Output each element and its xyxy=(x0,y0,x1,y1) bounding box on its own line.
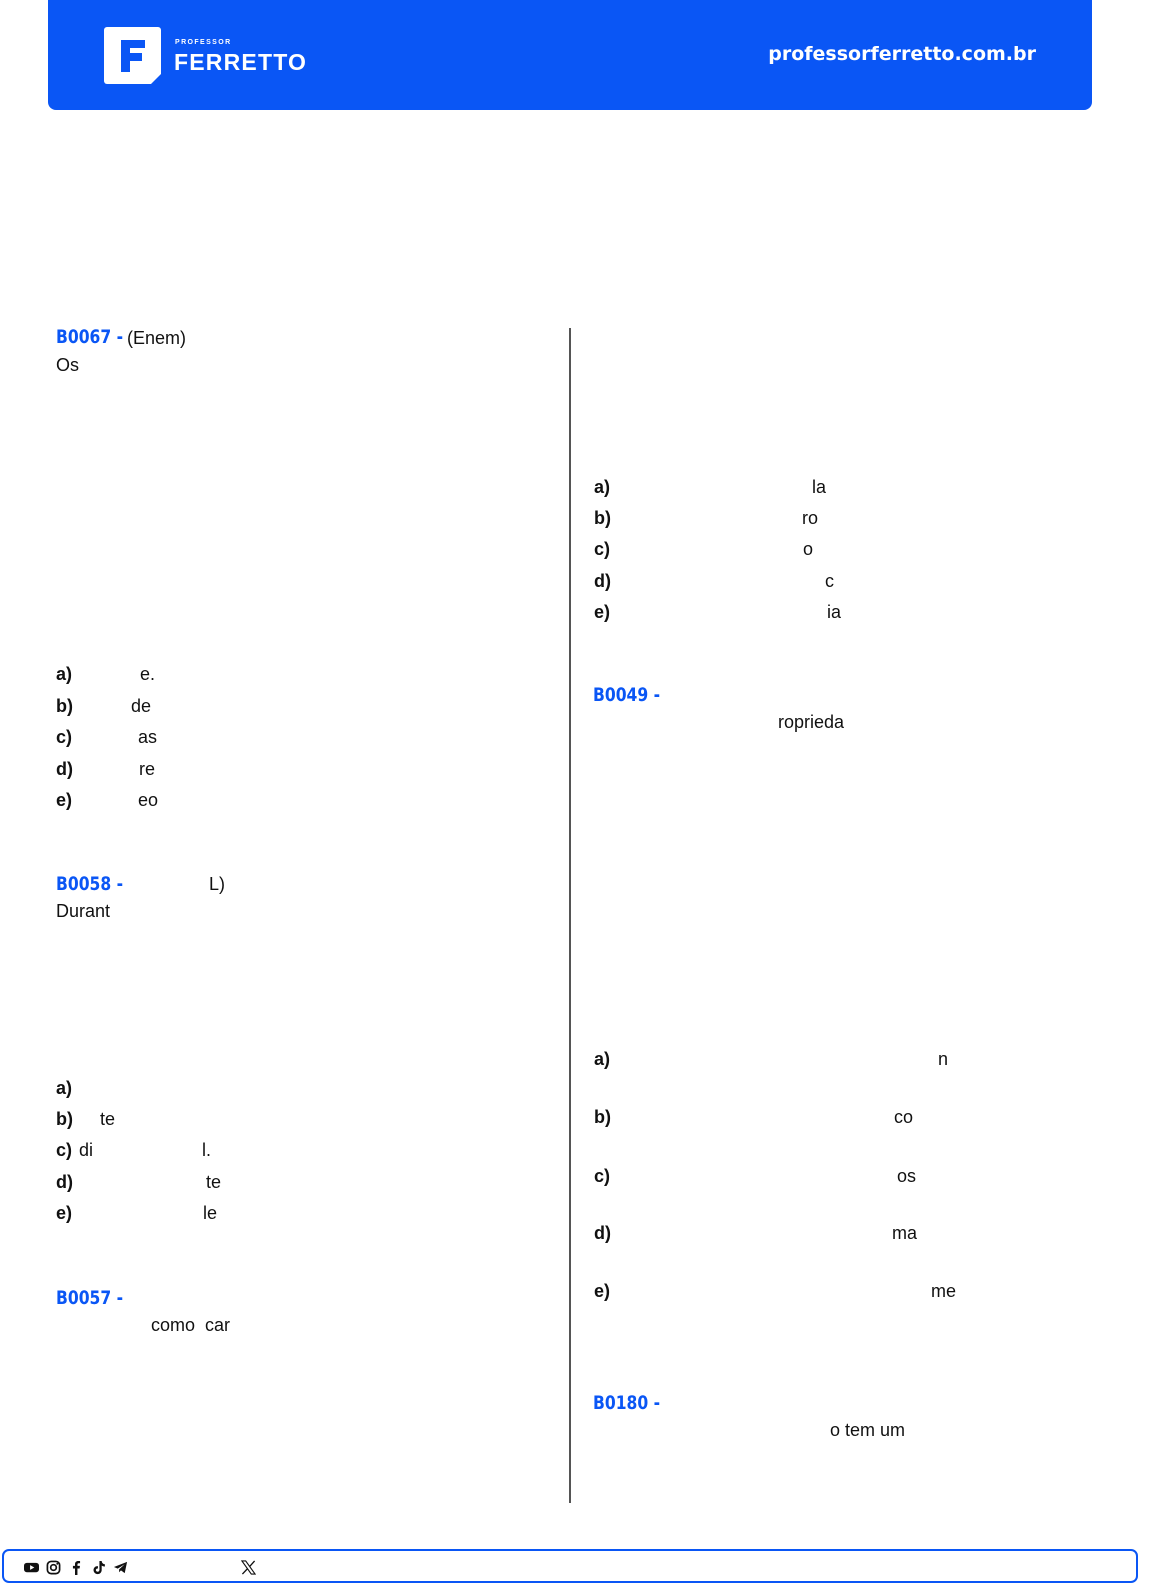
option-text: le xyxy=(203,1203,218,1223)
question-text-line: o tem um xyxy=(830,1420,906,1440)
question-text-line: Durant xyxy=(56,901,111,921)
question-code-b0058: B0058 - xyxy=(56,873,124,895)
option-text: ia xyxy=(827,602,842,622)
tiktok-icon[interactable] xyxy=(91,1560,106,1575)
option-label[interactable]: d) xyxy=(56,759,73,779)
option-label[interactable]: c) xyxy=(594,539,611,559)
option-text: me xyxy=(931,1281,957,1301)
facebook-icon[interactable] xyxy=(69,1560,84,1575)
option-text: te xyxy=(100,1109,116,1129)
option-text: co xyxy=(894,1107,914,1127)
youtube-icon[interactable] xyxy=(24,1560,39,1575)
option-label[interactable]: c) xyxy=(56,1140,73,1160)
option-text-tail: l. xyxy=(202,1140,211,1160)
option-label[interactable]: b) xyxy=(594,1107,611,1127)
option-label[interactable]: a) xyxy=(56,1078,73,1098)
site-url-link[interactable]: professorferretto.com.br xyxy=(768,43,1036,65)
question-text-line: Os xyxy=(56,355,80,375)
option-label[interactable]: e) xyxy=(56,790,73,810)
option-text: ro xyxy=(802,508,819,528)
option-text: n xyxy=(938,1049,949,1069)
option-label[interactable]: d) xyxy=(56,1172,73,1192)
option-label[interactable]: c) xyxy=(56,727,73,747)
instagram-icon[interactable] xyxy=(46,1560,61,1575)
option-label[interactable]: b) xyxy=(56,696,73,716)
question-source: (Enem) xyxy=(127,328,187,348)
question-text-line: como car xyxy=(151,1315,231,1335)
option-text: o xyxy=(803,539,814,559)
question-text-line: roprieda xyxy=(778,712,845,732)
ferretto-logo-icon[interactable] xyxy=(104,27,161,84)
option-label[interactable]: a) xyxy=(594,477,611,497)
social-footer xyxy=(2,1549,1138,1583)
telegram-icon[interactable] xyxy=(113,1560,128,1575)
option-text: ma xyxy=(892,1223,918,1243)
question-code-b0057: B0057 - xyxy=(56,1287,124,1309)
question-code-b0067: B0067 - xyxy=(56,326,124,348)
header-banner xyxy=(48,0,1092,110)
option-label[interactable]: b) xyxy=(56,1109,73,1129)
question-code-b0180: B0180 - xyxy=(593,1392,661,1414)
option-label[interactable]: e) xyxy=(594,1281,611,1301)
column-divider xyxy=(569,328,571,1503)
option-label[interactable]: c) xyxy=(594,1166,611,1186)
option-text: te xyxy=(206,1172,222,1192)
option-text: c xyxy=(825,571,834,591)
option-text: e. xyxy=(140,664,156,684)
option-text: di xyxy=(79,1140,94,1160)
brand-small-label: PROFESSOR xyxy=(175,39,232,46)
option-text: as xyxy=(138,727,158,747)
option-text: la xyxy=(812,477,827,497)
option-label[interactable]: d) xyxy=(594,571,611,591)
x-icon[interactable] xyxy=(241,1560,256,1575)
option-text: de xyxy=(131,696,152,716)
option-label[interactable]: e) xyxy=(56,1203,73,1223)
option-text: eo xyxy=(138,790,159,810)
option-label[interactable]: b) xyxy=(594,508,611,528)
option-label[interactable]: a) xyxy=(594,1049,611,1069)
option-label[interactable]: a) xyxy=(56,664,73,684)
option-text: os xyxy=(897,1166,917,1186)
option-label[interactable]: e) xyxy=(594,602,611,622)
option-label[interactable]: d) xyxy=(594,1223,611,1243)
question-source: L) xyxy=(209,874,226,894)
option-text: re xyxy=(139,759,156,779)
question-code-b0049: B0049 - xyxy=(593,684,661,706)
brand-name: FERRETTO xyxy=(174,49,308,75)
